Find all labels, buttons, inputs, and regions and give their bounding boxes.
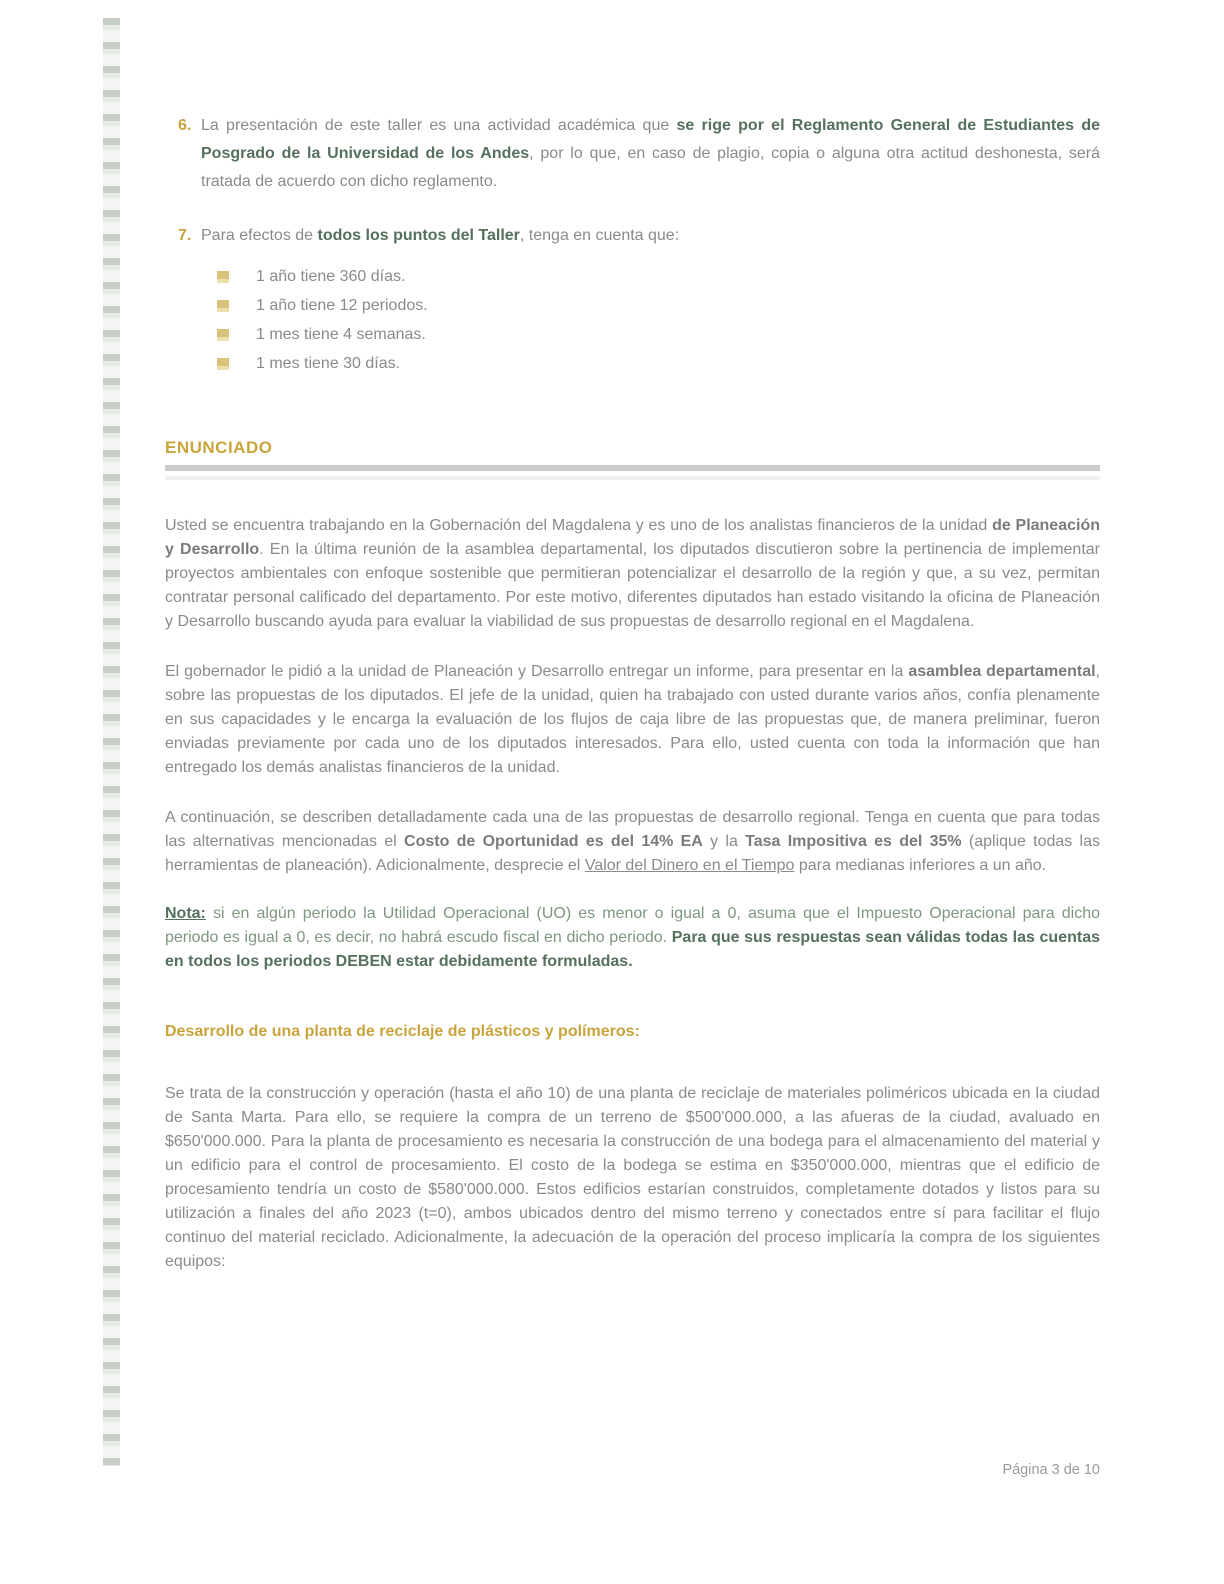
item-text-post: , por lo que, en caso de plagio, copia o alguna otra actitud deshonesta, será tratada de acuerdo con dicho reglamento. — [201, 145, 1101, 190]
item-number: 7. — [178, 227, 192, 244]
nota-bold-tail: Para que sus respuestas sean válidas todas las cuentas en todos los periodos DEBEN estar debidamente formuladas. — [165, 929, 1101, 970]
list-item — [217, 320, 1100, 349]
title-underline-rule-secondary — [165, 476, 1100, 480]
item-text-bold: se rige por el Reglamento General de Estudiantes de Posgrado de la Universidad de los Andes — [201, 117, 1100, 162]
paragraph-text: , sobre las propuestas de los diputados. El jefe de la unidad, quien ha trabajado con usted durante varios años, confía plenamente en sus capacidades y le encarga la evaluación de los flujos de caja libre de las propuestas que, de manera preliminar, fueron enviadas previamente por cada uno de los diputados interesados. Para ello, usted cuenta con toda la información que han entregado los demás analistas financieros de la unidad. — [165, 663, 1100, 776]
page-number: Página 3 de 10 — [1002, 1462, 1100, 1478]
bullet-text: 1 mes tiene 4 semanas. — [256, 325, 426, 343]
item-number: 6. — [178, 117, 192, 134]
paragraph-bold: Tasa Impositiva es del 35% — [745, 833, 962, 850]
item-text — [201, 112, 1100, 196]
paragraph-text: y la — [702, 833, 746, 850]
bullet-text: 1 año tiene 12 periodos. — [256, 296, 428, 314]
paragraph-text: Usted se encuentra trabajando en la Gobernación del Magdalena y es uno de los analistas financieros de la unidad — [165, 517, 993, 534]
bullet-text: 1 mes tiene 30 días. — [256, 354, 401, 372]
square-bullet-icon — [217, 271, 229, 283]
item-text-bold: todos los puntos del Taller — [317, 227, 520, 244]
list-item — [217, 349, 1100, 378]
item-text — [201, 222, 1100, 250]
list-item — [217, 262, 1100, 291]
paragraph-text: A continuación, se describen detalladamente cada una de las propuestas de desarrollo regional. Tenga en cuenta que para todas las alternativas mencionadas el — [165, 809, 1100, 850]
square-bullet-icon — [217, 358, 229, 370]
paragraph-underline: Valor del Dinero en el Tiempo — [584, 857, 795, 874]
sub-bullet-list — [165, 262, 1100, 378]
section-title-enunciado: ENUNCIADO — [165, 438, 273, 457]
paragraph-assumptions — [165, 806, 1100, 878]
nota-body: si en algún periodo la Utilidad Operacional (UO) es menor o igual a 0, asuma que el Impuesto Operacional para dicho periodo es igual a 0, es decir, no habrá escudo fiscal en dicho periodo. — [165, 905, 1100, 946]
item-text-post: , tenga en cuenta que: — [519, 227, 680, 244]
paragraph-bold: asamblea departamental — [908, 663, 1096, 680]
subsection-title-planta: Desarrollo de una planta de reciclaje de plásticos y polímeros: — [165, 1023, 640, 1040]
item-text-pre: Para efectos de — [201, 227, 318, 244]
paragraph-text: El gobernador le pidió a la unidad de Planeación y Desarrollo entregar un informe, para presentar en la — [165, 663, 909, 680]
page-content — [165, 0, 1100, 1290]
paragraph-text: . En la última reunión de la asamblea departamental, los diputados discutieron sobre la pertinencia de implementar proyectos ambientales con enfoque sostenible que permitieran potencializar el desarrollo de la región y que, a su vez, permitan contratar personal calificado del departamento. Por este motivo, diferentes diputados han estado visitando la oficina de Planeación y Desarrollo buscando ayuda para evaluar la viabilidad de sus propuestas de desarrollo regional en el Magdalena. — [165, 541, 1101, 630]
numbered-item-7 — [165, 222, 1100, 250]
square-bullet-icon — [217, 329, 229, 341]
binding-margin-strip — [103, 18, 120, 1466]
nota-paragraph — [165, 902, 1100, 974]
title-underline-rule — [165, 465, 1100, 471]
paragraph-planta: Se trata de la construcción y operación (hasta el año 10) de una planta de reciclaje de materiales poliméricos ubicada en la ciudad de Santa Marta. Para ello, se requiere la compra de un terreno de $500'000.000, a las afueras de la ciudad, avaluado en $650'000.000. Para la planta de procesamiento es necesaria la construcción de una bodega para el almacenamiento del material y un edificio para el control de procesamiento. El costo de la bodega se estima en $350'000.000, mientras que el edificio de procesamiento tendría un costo de $580'000.000. Estos edificios estarían construidos, completamente dotados y listos para su utilización a finales del año 2023 (t=0), ambos ubicados dentro del mismo terreno y conectados entre sí para facilitar el flujo continuo del material reciclado. Adicionalmente, la adecuación de la operación del proceso implicaría la compra de los siguientes equipos: — [165, 1085, 1100, 1270]
square-bullet-icon — [217, 300, 229, 312]
paragraph-bold: de Planeación y Desarrollo — [165, 517, 1100, 558]
nota-label: Nota: — [165, 905, 206, 922]
paragraph-text: para medianas inferiores a un año. — [794, 857, 1047, 874]
paragraph-assignment — [165, 660, 1100, 780]
paragraph-context — [165, 514, 1100, 634]
paragraph-bold: Costo de Oportunidad es del 14% EA — [404, 833, 703, 850]
item-text-pre: La presentación de este taller es una actividad académica que — [201, 117, 677, 134]
list-item — [217, 291, 1100, 320]
bullet-text: 1 año tiene 360 días. — [256, 267, 406, 285]
paragraph-text: (aplique todas las herramientas de planeación). Adicionalmente, desprecie el — [165, 833, 1101, 874]
numbered-item-6 — [165, 112, 1100, 196]
